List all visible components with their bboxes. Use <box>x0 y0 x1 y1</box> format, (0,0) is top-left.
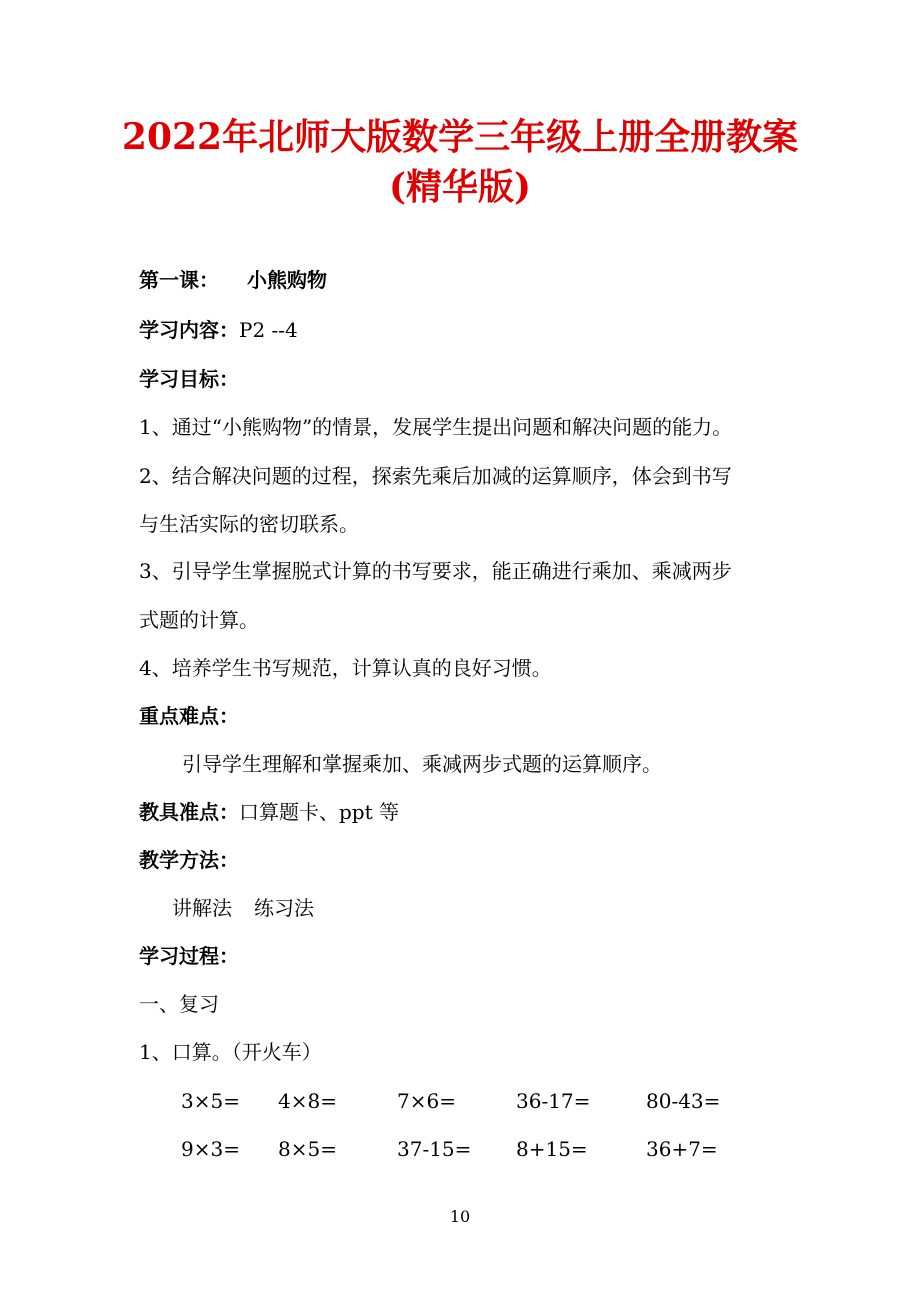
exercise-oral-calc: 1、口算。（开火车） <box>139 1040 322 1064</box>
lesson-heading <box>139 267 327 293</box>
content-value: P2 --4 <box>239 318 298 342</box>
calc-item: 9×3= <box>181 1137 240 1161</box>
objective-3b: 式题的计算。 <box>139 608 259 632</box>
method-a: 讲解法 <box>172 896 232 920</box>
keypoints-label: 重点难点： <box>139 704 239 728</box>
calc-item: 8×5= <box>278 1137 337 1161</box>
objectives-label: 学习目标： <box>139 367 239 391</box>
calc-item: 80-43= <box>646 1089 721 1113</box>
calc-item: 36+7= <box>646 1137 718 1161</box>
lesson-name: 小熊购物 <box>247 268 327 292</box>
keypoints-text: 引导学生理解和掌握乘加、乘减两步式题的运算顺序。 <box>182 752 662 776</box>
calc-item: 3×5= <box>181 1089 240 1113</box>
process-label: 学习过程： <box>139 944 239 968</box>
document-subtitle: (精华版) <box>388 166 532 208</box>
objective-2b: 与生活实际的密切联系。 <box>139 512 359 536</box>
lesson-label: 第一课： <box>139 268 219 292</box>
objective-1: 1、通过“小熊购物”的情景，发展学生提出问题和解决问题的能力。 <box>139 415 733 439</box>
calc-item: 4×8= <box>278 1089 337 1113</box>
content-label: 学习内容： <box>139 318 239 342</box>
tools-value: 口算题卡、ppt 等 <box>239 800 399 824</box>
method-b: 练习法 <box>254 896 314 920</box>
objective-2a: 2、结合解决问题的过程，探索先乘后加减的运算顺序，体会到书写 <box>139 464 732 488</box>
page-number: 10 <box>449 1207 471 1226</box>
method-label: 教学方法： <box>139 848 239 872</box>
document-title: 2022年北师大版数学三年级上册全册教案 <box>121 116 799 158</box>
objective-3a: 3、引导学生掌握脱式计算的书写要求，能正确进行乘加、乘减两步 <box>139 559 732 583</box>
tools-line <box>139 799 399 825</box>
calc-item: 37-15= <box>397 1137 472 1161</box>
section-review: 一、复习 <box>139 992 219 1016</box>
calc-item: 8+15= <box>516 1137 588 1161</box>
content-line <box>139 317 298 343</box>
calc-item: 7×6= <box>397 1089 456 1113</box>
objective-4: 4、培养学生书写规范，计算认真的良好习惯。 <box>139 656 552 680</box>
method-line <box>172 895 314 921</box>
calc-item: 36-17= <box>516 1089 591 1113</box>
tools-label: 教具准点： <box>139 800 239 824</box>
